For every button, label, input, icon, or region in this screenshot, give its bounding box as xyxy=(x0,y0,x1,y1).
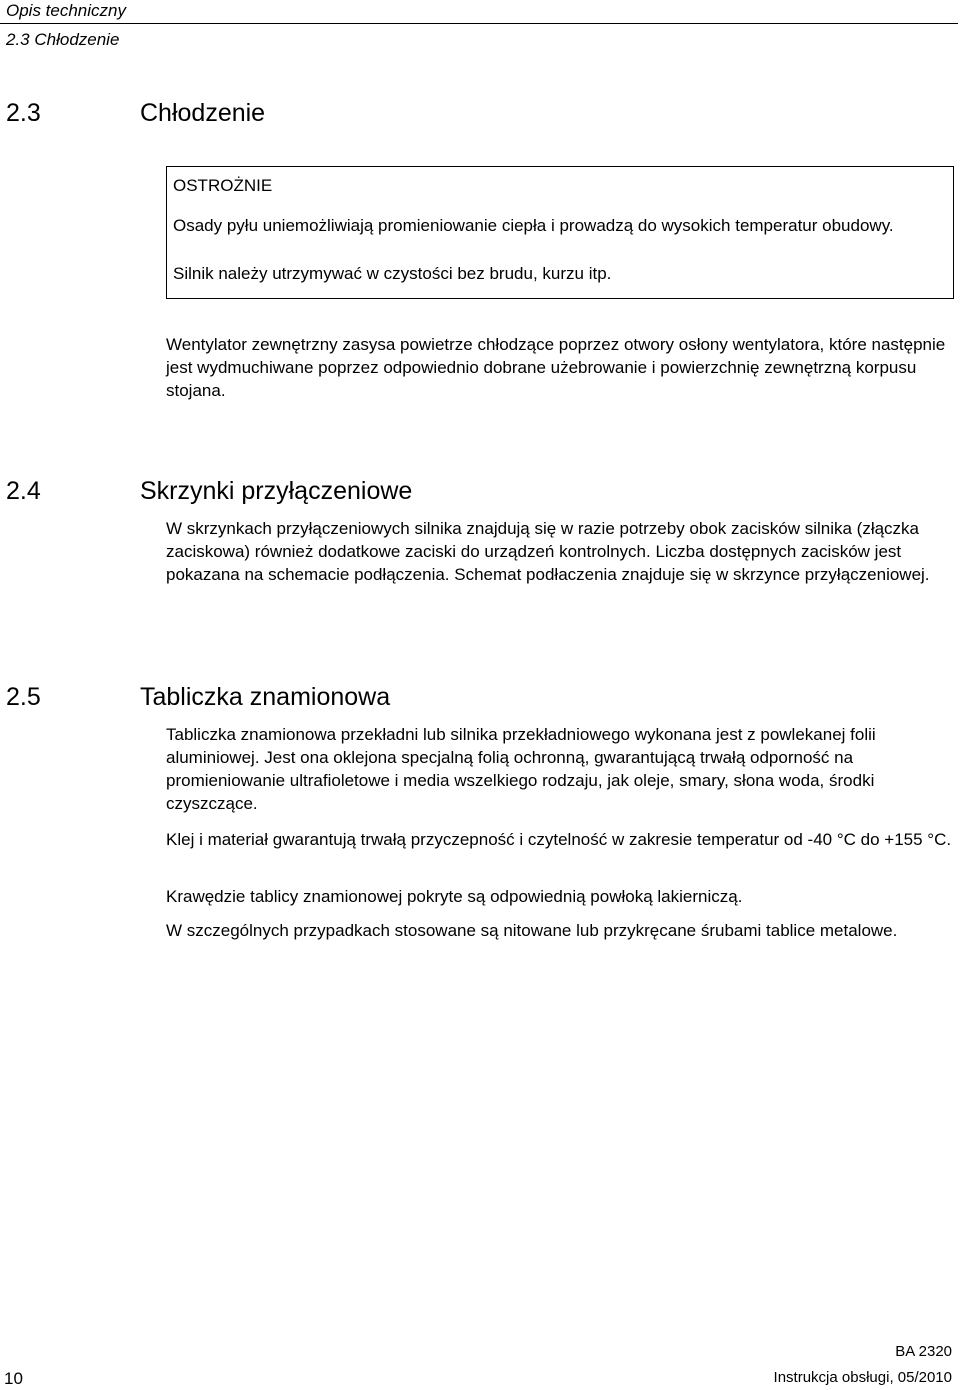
section-title: Tabliczka znamionowa xyxy=(140,683,391,711)
paragraph: W skrzynkach przyłączeniowych silnika znajdują się w razie potrzeby obok zacisków silnika (złączka zaciskowa) również dodatkowe zaciski do urządzeń kontrolnych. Liczba dostępnych zacisków jest pokazana na schemacie podłączenia. Schemat podłaczenia znajduje się w skrzynce przyłączeniowej. xyxy=(166,519,930,584)
header-chapter: Opis techniczny xyxy=(6,1,126,20)
caution-box xyxy=(166,166,954,299)
paragraph: Klej i materiał gwarantują trwałą przyczepność i czytelność w zakresie temperatur od -40 °C do +155 °C. xyxy=(166,830,952,849)
header-divider xyxy=(0,23,958,24)
section-number: 2.4 xyxy=(6,477,41,505)
paragraph: Wentylator zewnętrzny zasysa powietrze chłodzące poprzez otwory osłony wentylatora, które następnie jest wydmuchiwane poprzez odpowiednio dobrane użebrowanie i powierzchnię zewnętrzną korpusu stojana. xyxy=(166,335,946,400)
paragraph: Krawędzie tablicy znamionowej pokryte są odpowiednią powłoką lakierniczą. xyxy=(166,887,743,906)
caution-title: OSTROŻNIE xyxy=(173,176,273,195)
header-section: 2.3 Chłodzenie xyxy=(6,30,120,49)
caution-text: Silnik należy utrzymywać w czystości bez brudu, kurzu itp. xyxy=(173,264,612,283)
page-number: 10 xyxy=(4,1369,23,1388)
section-title: Chłodzenie xyxy=(140,99,266,127)
document-title: Instrukcja obsługi, 05/2010 xyxy=(773,1369,952,1386)
paragraph: Tabliczka znamionowa przekładni lub silnika przekładniowego wykonana jest z powlekanej folii aluminiowej. Jest ona oklejona specjalną folią ochronną, gwarantującą trwałą odporność na promieniowanie ultrafioletowe i media wszelkiego rodzaju, jak oleje, smary, słona woda, środki czyszczące. xyxy=(166,725,876,813)
caution-text: Osady pyłu uniemożliwiają promieniowanie ciepła i prowadzą do wysokich temperatur obudowy. xyxy=(173,216,894,235)
document-code: BA 2320 xyxy=(895,1343,952,1360)
section-number: 2.3 xyxy=(6,99,41,127)
section-number: 2.5 xyxy=(6,683,41,711)
paragraph: W szczególnych przypadkach stosowane są nitowane lub przykręcane śrubami tablice metalowe. xyxy=(166,921,898,940)
section-title: Skrzynki przyłączeniowe xyxy=(140,477,413,505)
